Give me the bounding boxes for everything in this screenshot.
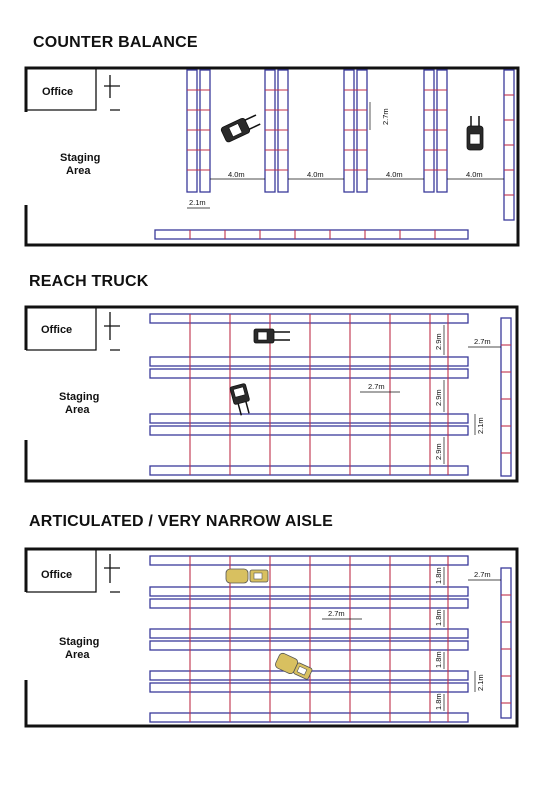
staging-label-line1: Staging — [59, 636, 100, 648]
rack-row-bottom — [155, 230, 468, 239]
horizontal-racks — [150, 314, 511, 476]
reach-truck-icon — [254, 329, 290, 343]
office-label: Office — [42, 86, 74, 98]
rack-row — [150, 314, 468, 323]
rack-row — [150, 683, 468, 692]
articulated-truck-icon — [226, 569, 268, 583]
rack-row — [501, 318, 511, 476]
dim-label: 2.9m — [434, 443, 443, 460]
vertical-racks — [187, 70, 514, 220]
dim-label: 1.8m — [434, 651, 443, 668]
staging-label-line2: Area — [66, 165, 91, 177]
office-label: Office — [41, 569, 73, 581]
staging-label-line2: Area — [65, 404, 90, 416]
dim-label: 4.0m — [228, 170, 245, 179]
dim-label: 1.8m — [434, 567, 443, 584]
staging-label-line2: Area — [65, 649, 90, 661]
dim-label: 2.7m — [368, 382, 385, 391]
office-label: Office — [41, 324, 73, 336]
rack-row — [150, 641, 468, 650]
layout-counter-balance — [26, 68, 518, 245]
rack-row — [150, 587, 468, 596]
rack-row — [150, 556, 468, 565]
rack-row — [265, 70, 275, 192]
reach-truck-icon — [230, 383, 253, 416]
section-title-articulated: ARTICULATED / VERY NARROW AISLE — [29, 513, 333, 530]
rack-row — [187, 70, 197, 192]
dim-label: 2.1m — [476, 417, 485, 434]
dim-label: 2.9m — [434, 333, 443, 350]
dim-label: 2.7m — [328, 609, 345, 618]
staging-label-line1: Staging — [59, 391, 100, 403]
dim-label: 2.7m — [474, 337, 491, 346]
section-title-counter-balance: COUNTER BALANCE — [33, 34, 198, 51]
rack-row — [150, 629, 468, 638]
layout-articulated — [26, 549, 517, 726]
rack-row — [424, 70, 434, 192]
dim-label: 4.0m — [307, 170, 324, 179]
dim-label: 2.1m — [476, 674, 485, 691]
staging-label-line1: Staging — [60, 152, 101, 164]
rack-row — [437, 70, 447, 192]
layout-reach-truck — [26, 307, 517, 481]
rack-row — [150, 357, 468, 366]
dim-label: 2.9m — [434, 389, 443, 406]
horizontal-racks — [150, 556, 511, 722]
section-title-reach-truck: REACH TRUCK — [29, 273, 149, 290]
rack-row — [150, 466, 468, 475]
counterbalance-forklift-icon — [220, 112, 261, 143]
dim-label: 2.1m — [189, 198, 206, 207]
dim-label: 2.7m — [474, 570, 491, 579]
rack-row — [357, 70, 367, 192]
dim-label: 1.8m — [434, 609, 443, 626]
counterbalance-forklift-icon — [467, 116, 483, 150]
rack-row — [150, 369, 468, 378]
rack-row — [150, 414, 468, 423]
rack-row — [344, 70, 354, 192]
rack-row — [150, 426, 468, 435]
rack-row — [278, 70, 288, 192]
dim-label: 4.0m — [386, 170, 403, 179]
dim-label: 4.0m — [466, 170, 483, 179]
rack-row — [200, 70, 210, 192]
rack-row — [150, 599, 468, 608]
dim-label: 2.7m — [381, 108, 390, 125]
rack-row — [150, 713, 468, 722]
dim-label: 1.8m — [434, 693, 443, 710]
rack-row — [501, 568, 511, 718]
